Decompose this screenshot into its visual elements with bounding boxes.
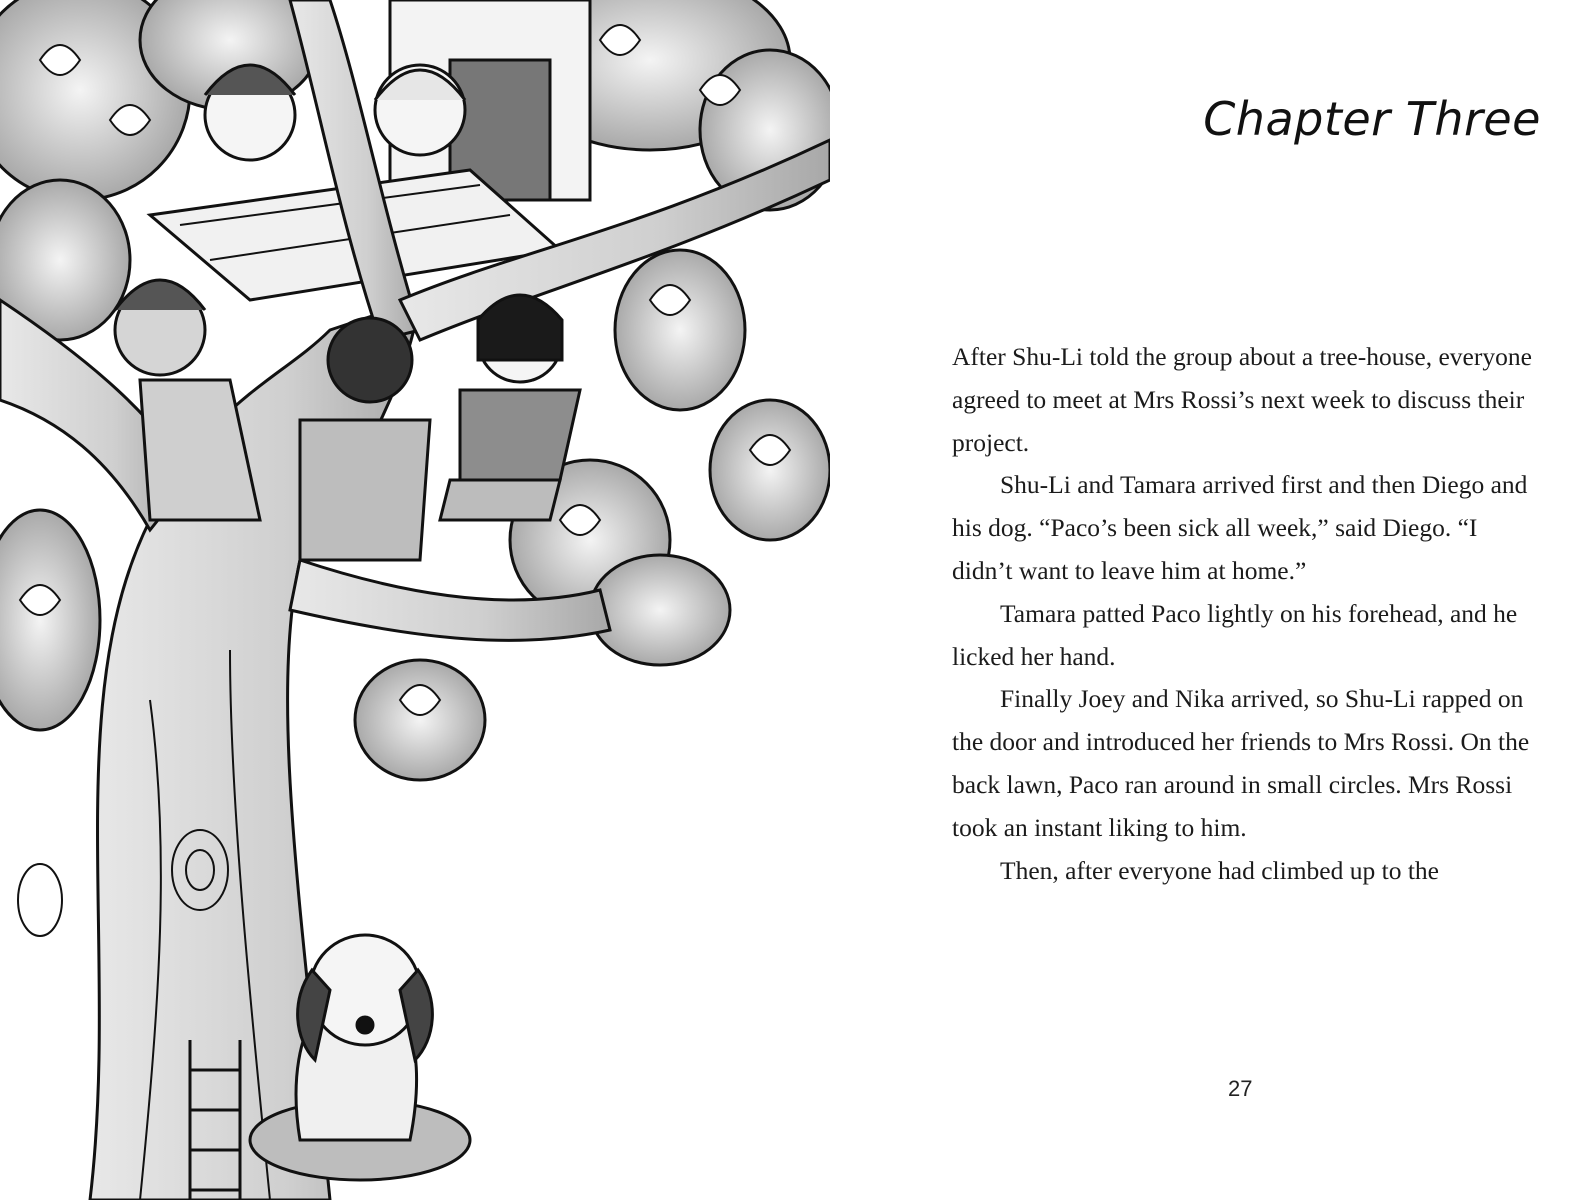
paragraph: Shu-Li and Tamara arrived first and then Diego and his dog. “Paco’s been sick all week,” said Diego. “I didn’t want to leave him at home.” xyxy=(952,470,1528,585)
page-number: 27 xyxy=(1228,1076,1253,1101)
paragraph: Tamara patted Paco lightly on his forehead, and he licked her hand. xyxy=(952,598,1518,671)
chapter-body xyxy=(952,336,1542,892)
chapter-title: Chapter Three xyxy=(1203,92,1541,146)
paragraph: After Shu-Li told the group about a tree-house, everyone agreed to meet at Mrs Rossi’s next week to discuss their project. xyxy=(952,342,1532,457)
text-page xyxy=(830,0,1581,1200)
paragraph: Then, after everyone had climbed up to the xyxy=(1000,855,1439,885)
paragraph: Finally Joey and Nika arrived, so Shu-Li rapped on the door and introduced her friends to Mrs Rossi. On the back lawn, Paco ran around in small circles. Mrs Rossi took an instant liking to him. xyxy=(952,684,1530,842)
